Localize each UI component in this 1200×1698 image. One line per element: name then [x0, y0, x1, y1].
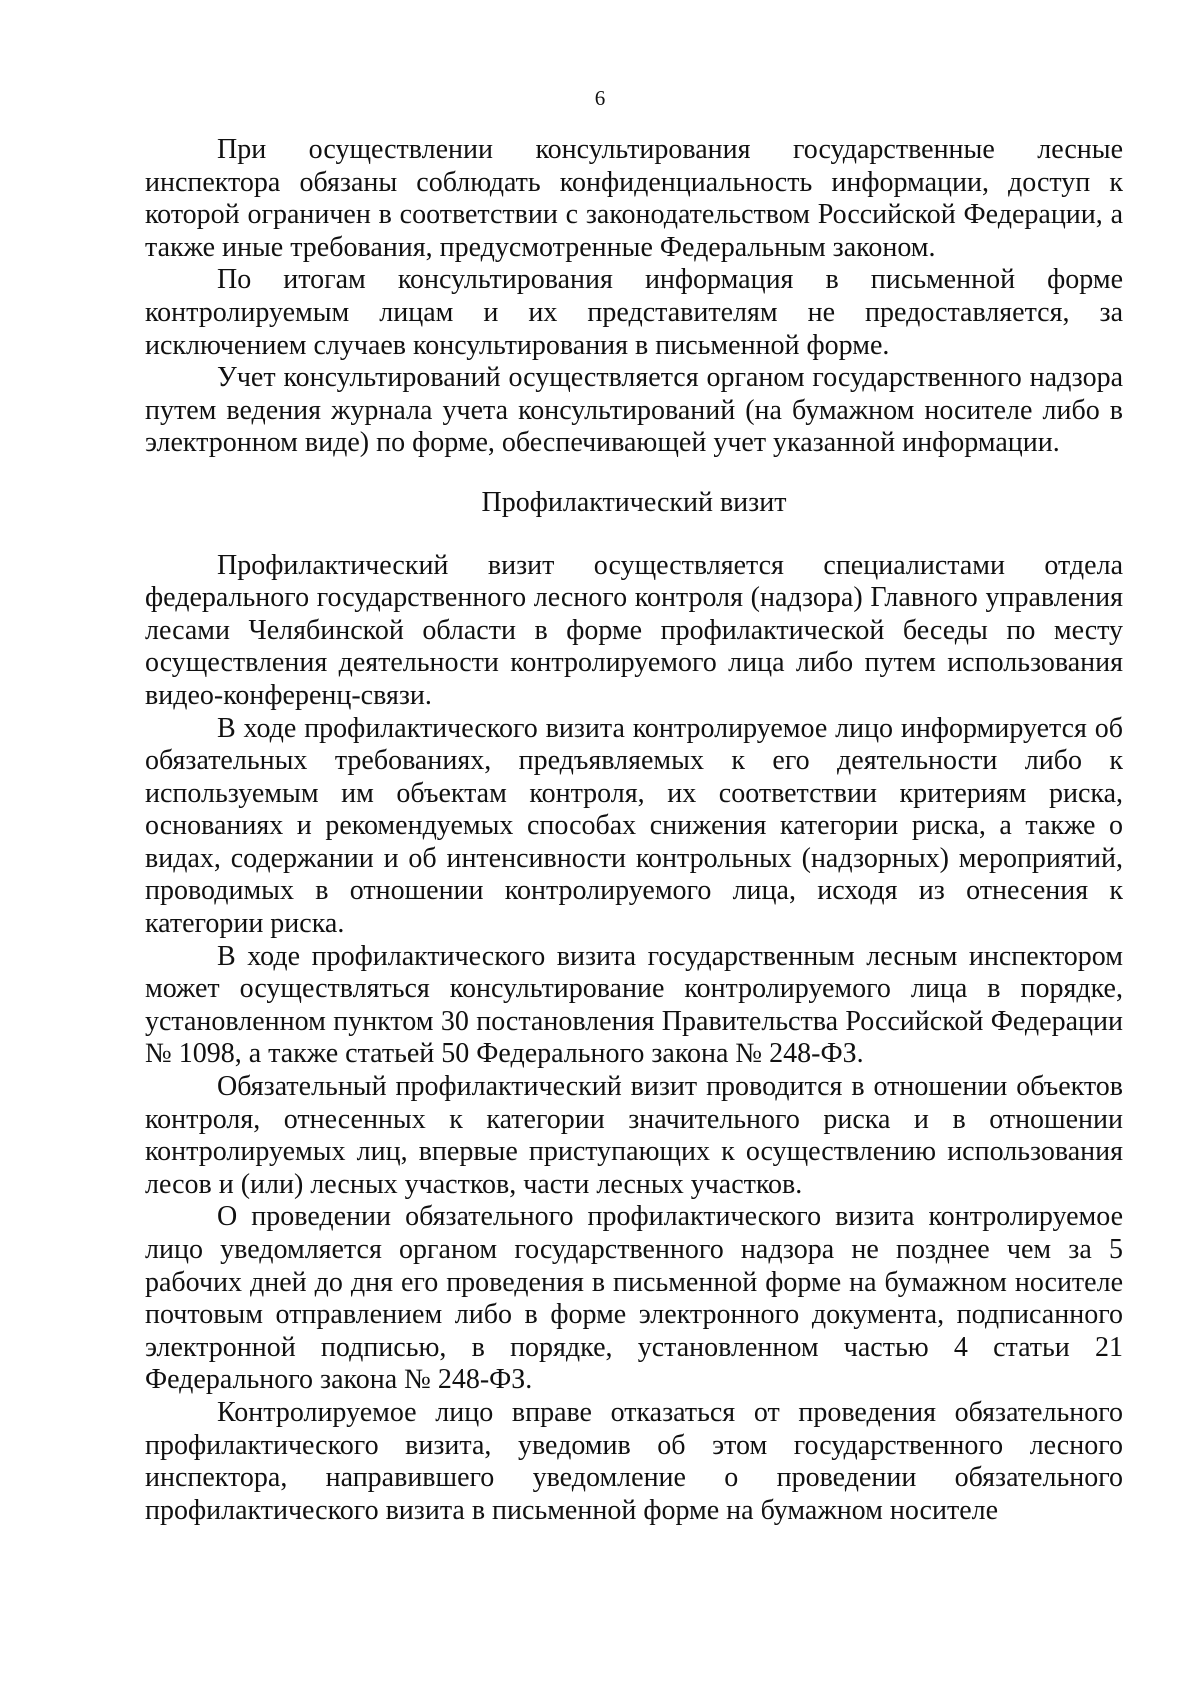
paragraph-visit-consulting: В ходе профилактического визита государственным лесным инспектором может осуществляться консультирование контролируемого лица в порядке, установленном пунктом 30 постановления Правительства Российской Федерации № 1098, а также статьей 50 Федерального закона № 248-ФЗ. — [145, 940, 1123, 1070]
paragraph-confidentiality: При осуществлении консультирования государственные лесные инспектора обязаны соблюдать конфиденциальность информации, доступ к которой ограничен в соответствии с законодательством Российской Федерации, а также иные требования, предусмотренные Федеральным законом. — [145, 134, 1123, 263]
paragraph-visit-information: В ходе профилактического визита контролируемое лицо информируется об обязательных требованиях, предъявляемых к его деятельности либо к используемым им объектам контроля, их соответствии критериям риска, основаниях и рекомендуемых способах снижения категории риска, а также о видах, содержании и об интенсивности контрольных (надзорных) мероприятий, проводимых в отношении контролируемого лица, исходя из отнесения к категории риска. — [145, 712, 1123, 940]
paragraph-consultation-log: Учет консультирований осуществляется органом государственного надзора путем ведения журнала учета консультирований (на бумажном носителе либо в электронном виде) по форме, обеспечивающей учет указанной информации. — [145, 362, 1123, 459]
paragraph-refusal: Контролируемое лицо вправе отказаться от проведения обязательного профилактического визита, уведомив об этом государственного лесного инспектора, направившего уведомление о проведении обязательного профилактического визита в письменной форме на бумажном носителе — [145, 1396, 1123, 1526]
paragraph-written-form: По итогам консультирования информация в письменной форме контролируемым лицам и их представителям не предоставляется, за исключением случаев консультирования в письменной форме. — [145, 264, 1123, 361]
paragraph-mandatory-visit: Обязательный профилактический визит проводится в отношении объектов контроля, отнесенных к категории значительного риска и в отношении контролируемых лиц, впервые приступающих к осуществлению использования лесов и (или) лесных участков, части лесных участков. — [145, 1071, 1123, 1200]
paragraph-notification: О проведении обязательного профилактического визита контролируемое лицо уведомляется органом государственного надзора не позднее чем за 5 рабочих дней до дня его проведения в письменной форме на бумажном носителе почтовым отправлением либо в форме электронного документа, подписанного электронной подписью, в порядке, установленном частью 4 статьи 21 Федерального закона № 248-ФЗ. — [145, 1201, 1123, 1396]
paragraph-visit-definition: Профилактический визит осуществляется специалистами отдела федерального государственного лесного контроля (надзора) Главного управления лесами Челябинской области в форме профилактической беседы по месту осуществления деятельности контролируемого лица либо путем использования видео-конференц-связи. — [145, 549, 1123, 711]
section-heading: Профилактический визит — [481, 486, 787, 518]
page-number: 6 — [594, 86, 606, 110]
document-body — [145, 134, 1123, 1527]
